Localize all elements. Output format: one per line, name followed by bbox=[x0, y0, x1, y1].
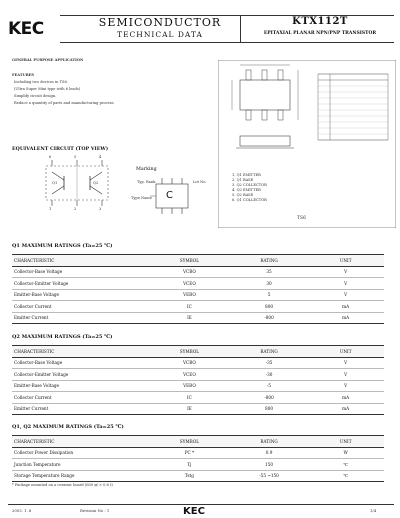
package-outline-drawing bbox=[218, 60, 396, 228]
table-cell: Emitter-Base Voltage bbox=[12, 380, 148, 392]
column-header: CHARACTERISTIC bbox=[12, 255, 148, 267]
table-row bbox=[12, 301, 384, 313]
pin-number: 4 bbox=[99, 155, 102, 159]
table-cell: mA bbox=[307, 392, 384, 404]
table-cell: 35 bbox=[231, 266, 308, 278]
equivalent-circuit-heading: EQUIVALENT CIRCUIT (TOP VIEW) bbox=[12, 146, 109, 152]
table-cell: Collector-Emitter Voltage bbox=[12, 278, 148, 290]
table-cell: Tj bbox=[148, 459, 231, 471]
table-cell: Collector Current bbox=[12, 301, 148, 313]
table-cell: IE bbox=[148, 312, 231, 324]
lot-number-label: Lot No. bbox=[193, 180, 207, 184]
table-cell: VEBO bbox=[148, 289, 231, 301]
table-cell: W bbox=[307, 447, 384, 459]
part-description: EPITAXIAL PLANAR NPN/PNP TRANSISTOR bbox=[263, 31, 377, 36]
table-cell: Collector-Base Voltage bbox=[12, 357, 148, 369]
table-cell: -800 bbox=[231, 392, 308, 404]
table-cell: Collector Power Dissipation bbox=[12, 447, 148, 459]
column-header: RATING bbox=[231, 255, 308, 267]
table-cell: 30 bbox=[231, 278, 308, 290]
pin-list-item: 5. Q2 BASE bbox=[232, 193, 254, 197]
table-row bbox=[12, 278, 384, 290]
common-ratings-table bbox=[12, 435, 384, 482]
table-cell: V bbox=[307, 357, 384, 369]
column-header: SYMBOL bbox=[148, 436, 231, 448]
application-title: GENERAL PURPOSE APPLICATION bbox=[12, 58, 84, 62]
feature-item: Including two devices in TS6. bbox=[14, 80, 68, 84]
column-header: UNIT bbox=[307, 436, 384, 448]
q2-ratings-table bbox=[12, 345, 384, 415]
table-row bbox=[12, 289, 384, 301]
footer-rule bbox=[8, 504, 394, 505]
table-cell: PC * bbox=[148, 447, 231, 459]
column-header: UNIT bbox=[307, 255, 384, 267]
table-cell: Collector-Emitter Voltage bbox=[12, 369, 148, 381]
table-cell: 5 bbox=[231, 289, 308, 301]
table-cell: Emitter-Base Voltage bbox=[12, 289, 148, 301]
q2-ratings-title: Q2 MAXIMUM RATINGS (Ta=25 ℃) bbox=[12, 334, 113, 340]
pin-number: 6 bbox=[49, 155, 52, 159]
table-cell: 800 bbox=[231, 301, 308, 313]
package-name: TS6 bbox=[297, 216, 306, 221]
column-header: RATING bbox=[231, 436, 308, 448]
footer-logo: KEC bbox=[183, 506, 205, 517]
feature-item: Simplify circuit design. bbox=[14, 94, 57, 98]
table-header-row bbox=[12, 255, 384, 267]
q1-ratings-title: Q1 MAXIMUM RATINGS (Ta=25 ℃) bbox=[12, 243, 113, 249]
q1-ratings-table bbox=[12, 254, 384, 324]
table-cell: IE bbox=[148, 403, 231, 415]
typ-rank-label: Typ. Rank bbox=[137, 180, 156, 184]
table-cell: Emitter Current bbox=[12, 403, 148, 415]
q2-label: Q2 bbox=[93, 181, 99, 185]
table-row bbox=[12, 369, 384, 381]
table-cell: VCEO bbox=[148, 278, 231, 290]
table-cell: 150 bbox=[231, 459, 308, 471]
feature-item: (Ultra Super Mini type with 6 leads) bbox=[14, 87, 81, 91]
table-cell: Storage Temperature Range bbox=[12, 470, 148, 482]
common-ratings-title: Q1, Q2 MAXIMUM RATINGS (Ta=25 ℃) bbox=[12, 424, 124, 430]
table-cell: VCBO bbox=[148, 266, 231, 278]
pin-list-item: 4. Q2 EMITTER bbox=[232, 188, 261, 192]
column-header: RATING bbox=[231, 346, 308, 358]
table-row bbox=[12, 403, 384, 415]
table-row bbox=[12, 459, 384, 471]
table-cell: mA bbox=[307, 301, 384, 313]
marking-heading: Marking bbox=[136, 167, 157, 172]
table-cell: ℃ bbox=[307, 459, 384, 471]
table-cell: 800 bbox=[231, 403, 308, 415]
table-cell: -55 ~150 bbox=[231, 470, 308, 482]
footer-revision: Revision No : 1 bbox=[80, 508, 110, 513]
table-cell: Junction Temperature bbox=[12, 459, 148, 471]
table-header-row bbox=[12, 346, 384, 358]
column-header: CHARACTERISTIC bbox=[12, 436, 148, 448]
footnote: * Package mounted on a ceramic board (600 ㎟ × 0.8 t) bbox=[12, 483, 113, 487]
table-cell: -30 bbox=[231, 369, 308, 381]
header-rule-bottom bbox=[60, 42, 394, 43]
marking-code: C bbox=[166, 190, 173, 201]
table-cell: IC bbox=[148, 392, 231, 404]
table-cell: mA bbox=[307, 403, 384, 415]
table-cell: Tstg bbox=[148, 470, 231, 482]
table-row bbox=[12, 447, 384, 459]
feature-item: Reduce a quantity of parts and manufacturing process. bbox=[14, 101, 115, 105]
table-header-row bbox=[12, 436, 384, 448]
q1-label: Q1 bbox=[52, 181, 58, 185]
table-cell: ℃ bbox=[307, 470, 384, 482]
column-header: CHARACTERISTIC bbox=[12, 346, 148, 358]
company-logo: KEC bbox=[8, 19, 44, 39]
table-row bbox=[12, 266, 384, 278]
pin-list-item: 3. Q2 COLLECTOR bbox=[232, 183, 267, 187]
pin-number: 2 bbox=[74, 207, 77, 211]
table-cell: VCEO bbox=[148, 369, 231, 381]
table-cell: -5 bbox=[231, 380, 308, 392]
table-row bbox=[12, 380, 384, 392]
table-cell: VEBO bbox=[148, 380, 231, 392]
table-cell: Emitter Current bbox=[12, 312, 148, 324]
footer-page-number: 1/4 bbox=[370, 508, 377, 513]
table-cell: V bbox=[307, 380, 384, 392]
table-cell: IC bbox=[148, 301, 231, 313]
pin-number: 3 bbox=[99, 207, 102, 211]
table-cell: Collector Current bbox=[12, 392, 148, 404]
column-header: SYMBOL bbox=[148, 255, 231, 267]
type-name-label: Type Name bbox=[131, 196, 152, 200]
footer-date: 2003. 1. 6 bbox=[12, 508, 32, 513]
pin-number: 1 bbox=[49, 207, 52, 211]
table-cell: Collector-Base Voltage bbox=[12, 266, 148, 278]
table-cell: V bbox=[307, 266, 384, 278]
table-cell: mA bbox=[307, 312, 384, 324]
part-number: KTX112T bbox=[292, 16, 348, 27]
table-cell: V bbox=[307, 278, 384, 290]
table-row bbox=[12, 392, 384, 404]
column-header: UNIT bbox=[307, 346, 384, 358]
column-header: SYMBOL bbox=[148, 346, 231, 358]
table-row bbox=[12, 312, 384, 324]
table-cell: VCBO bbox=[148, 357, 231, 369]
pin-list-item: 6. Q1 COLLECTOR bbox=[232, 198, 267, 202]
table-cell: V bbox=[307, 289, 384, 301]
header-divider bbox=[240, 15, 241, 42]
table-row bbox=[12, 357, 384, 369]
table-cell: V bbox=[307, 369, 384, 381]
table-row bbox=[12, 470, 384, 482]
pin-number: 5 bbox=[74, 155, 77, 159]
features-heading: FEATURES bbox=[12, 73, 35, 77]
pin-list-item: 2. Q1 BASE bbox=[232, 178, 254, 182]
header-title: SEMICONDUCTOR bbox=[98, 16, 222, 29]
table-cell: -35 bbox=[231, 357, 308, 369]
header-subtitle: TECHNICAL DATA bbox=[117, 30, 203, 39]
pin-list-item: 1. Q1 EMITTER bbox=[232, 173, 261, 177]
table-cell: 0.9 bbox=[231, 447, 308, 459]
table-cell: -800 bbox=[231, 312, 308, 324]
